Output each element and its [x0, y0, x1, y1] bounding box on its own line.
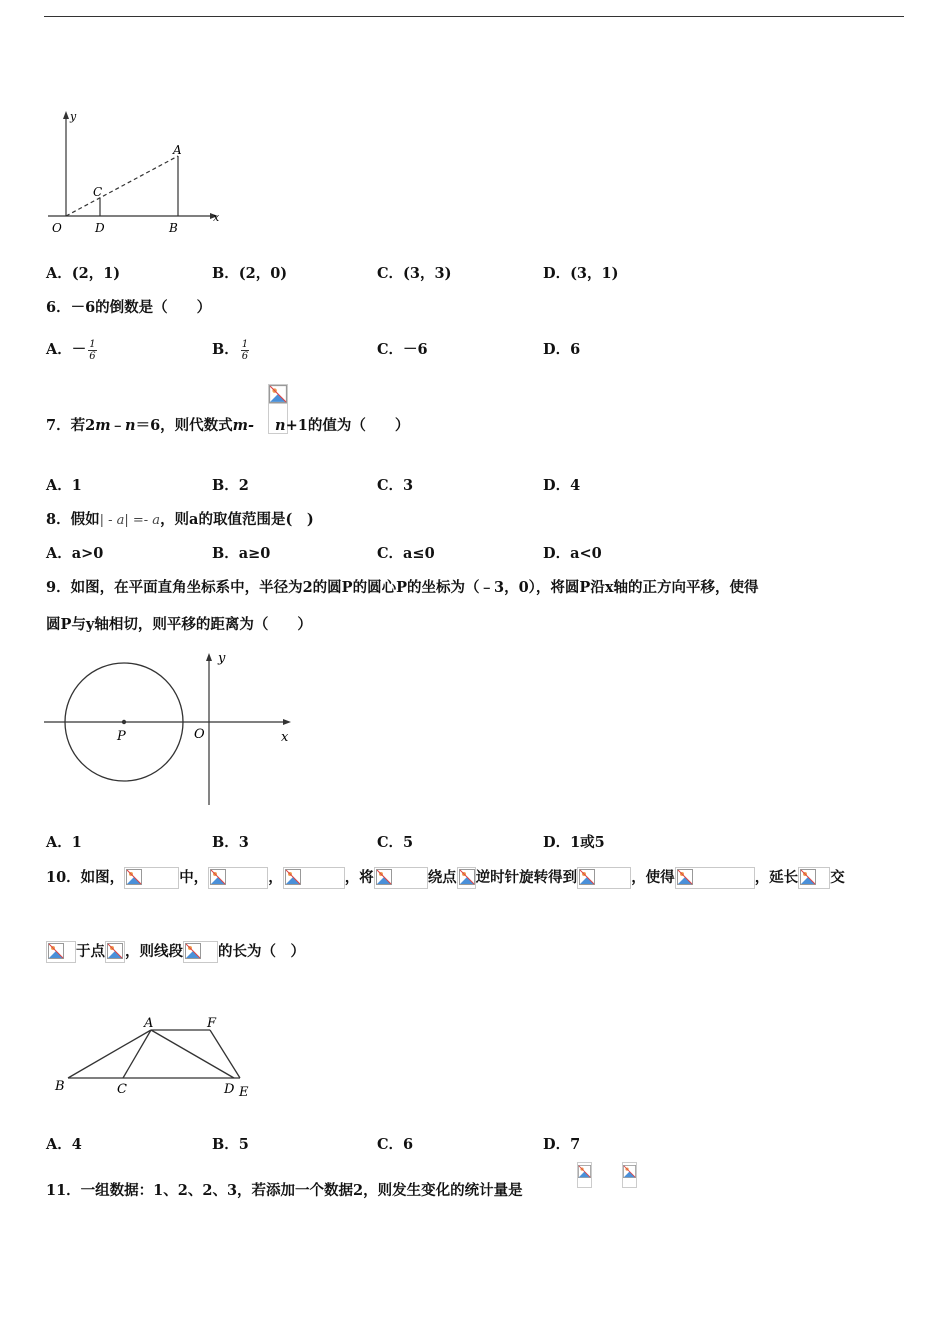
- q9-option-c: C．5: [377, 834, 414, 851]
- broken-image-icon: [374, 867, 428, 889]
- broken-image-icon: [208, 867, 268, 889]
- broken-image-icon: [124, 867, 179, 889]
- q6-option-c: C．－6: [377, 341, 428, 358]
- q7-option-d: D．4: [543, 477, 581, 494]
- absolute-value-expression: | - a| =- a: [99, 513, 161, 528]
- y-axis-label: y: [218, 651, 226, 666]
- point-d-label: D: [95, 221, 105, 235]
- broken-image-icon: [105, 941, 125, 963]
- origin-label: O: [52, 221, 62, 235]
- q7-option-c: C．3: [377, 477, 414, 494]
- q11-stem: 11．一组数据：1、2、2、3，若添加一个数据2，则发生变化的统计量是: [46, 1182, 523, 1199]
- point-b-label: B: [169, 221, 178, 235]
- header-rule: [44, 16, 904, 17]
- fraction: $\frac{1}{6}$: [89, 338, 96, 362]
- broken-image-icon: [183, 941, 218, 963]
- x-axis-label: x: [213, 211, 220, 224]
- q6-option-a: A．－ $\frac{1}{6}$: [46, 338, 96, 362]
- q5-option-c: C．(3，3): [377, 265, 452, 282]
- point-a-label: A: [144, 1016, 154, 1031]
- q10-stem-line2: 于点 ，则线段 的长为（ ）: [46, 940, 305, 964]
- q10-option-d: D．7: [543, 1136, 581, 1153]
- q8-option-d: D．a<0: [543, 545, 602, 562]
- point-a-label: A: [173, 143, 182, 157]
- q10-option-b: B．5: [212, 1136, 249, 1153]
- broken-image-icon: [798, 867, 830, 889]
- q6-stem: 6．－6的倒数是（ ）: [46, 299, 212, 316]
- broken-image-icon: [577, 1162, 592, 1188]
- q8-option-b: B．a≥0: [212, 545, 271, 562]
- q10-option-c: C．6: [377, 1136, 414, 1153]
- q9-stem-line2: 圆P与y轴相切，则平移的距离为（ ）: [46, 616, 312, 633]
- point-d-label: D: [224, 1082, 235, 1097]
- fraction: $\frac{1}{6}$: [241, 338, 249, 362]
- broken-image-icon: [622, 1162, 637, 1188]
- point-f-label: F: [207, 1016, 217, 1031]
- broken-image-icon: [268, 384, 288, 404]
- broken-image-icon: [577, 867, 631, 889]
- q6-option-b: B． $\frac{1}{6}$: [212, 338, 249, 362]
- q8-option-a: A．a>0: [46, 545, 104, 562]
- q10-stem-line1: 10．如图， 中， ， ，将 绕点 逆时针旋转得到 ，使得 ，延长 交: [46, 866, 845, 890]
- q8-stem: 8．假如| - a| =- a，则a的取值范围是( ): [46, 511, 314, 528]
- q7-option-b: B．2: [212, 477, 249, 494]
- q9-option-a: A．1: [46, 834, 82, 851]
- q9-figure: [44, 648, 300, 808]
- origin-label: O: [194, 727, 205, 742]
- q10-option-a: A．4: [46, 1136, 82, 1153]
- center-p-label: P: [117, 729, 126, 744]
- q7-option-a: A．1: [46, 477, 82, 494]
- broken-image-icon: [457, 867, 476, 889]
- q9-stem-line1: 9．如图，在平面直角坐标系中，半径为2的圆P的圆心P的坐标为（﹣3，0），将圆P沿x轴的正方向平移，使得: [46, 579, 759, 596]
- broken-image-icon: [675, 867, 755, 889]
- point-c-label: C: [93, 185, 103, 199]
- x-axis-label: x: [281, 730, 289, 745]
- q9-option-b: B．3: [212, 834, 249, 851]
- y-axis-label: y: [70, 110, 77, 123]
- q9-option-d: D．1或5: [543, 834, 605, 851]
- q5-figure: [44, 108, 224, 238]
- q5-option-b: B．(2，0): [212, 265, 288, 282]
- q10-figure: [50, 1010, 270, 1102]
- q7-stem: 7．若2m﹣n＝6，则代数式m- n+1的值为（ ）: [46, 417, 410, 434]
- broken-image-icon: [283, 867, 345, 889]
- q5-option-d: D．(3，1): [543, 265, 619, 282]
- q5-option-a: A．(2，1): [46, 265, 121, 282]
- point-c-label: C: [117, 1082, 127, 1097]
- q8-option-c: C．a≤0: [377, 545, 435, 562]
- point-b-label: B: [55, 1079, 65, 1094]
- q6-option-d: D．6: [543, 341, 581, 358]
- broken-image-icon: [46, 941, 76, 963]
- point-e-label: E: [239, 1085, 249, 1100]
